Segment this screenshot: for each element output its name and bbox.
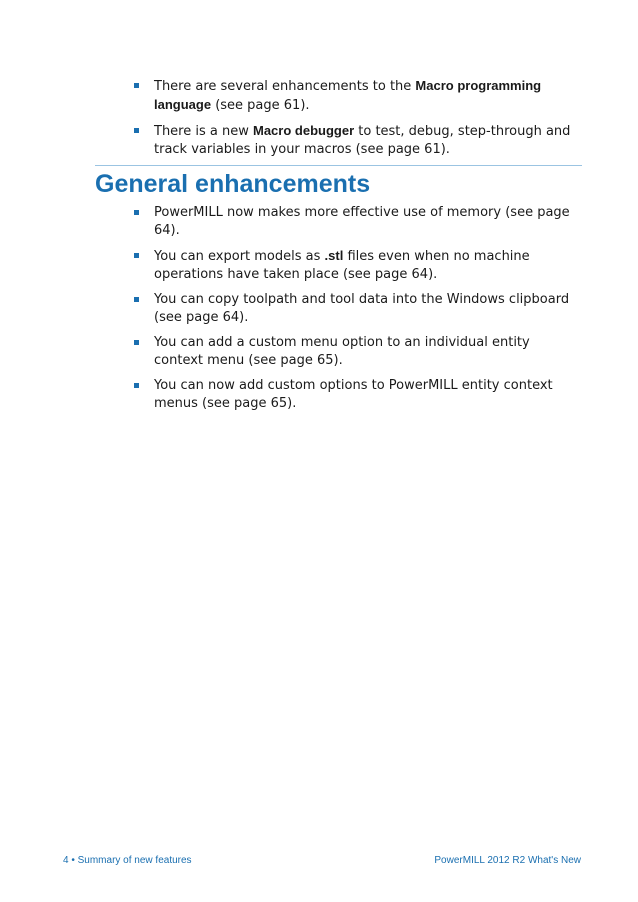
list-item [130, 122, 580, 159]
item-text: You can export models as [154, 249, 325, 264]
item-text-tail: to test, debug, step-through and track variables in your macros (see page 61). [154, 124, 571, 157]
item-text: There are several enhancements to the [154, 79, 416, 94]
footer-document-title: PowerMILL 2012 R2 What's New [434, 855, 581, 866]
item-text-tail: files even when no machine operations have taken place (see page 64). [154, 249, 530, 282]
list-item [130, 204, 580, 240]
square-bullet-icon [134, 128, 139, 133]
square-bullet-icon [134, 340, 139, 345]
item-text: You can copy toolpath and tool data into the Windows clipboard (see page 64). [154, 292, 570, 325]
square-bullet-icon [134, 83, 139, 88]
square-bullet-icon [134, 210, 139, 215]
item-text: You can now add custom options to PowerMILL entity context menus (see page 65). [154, 378, 553, 411]
square-bullet-icon [134, 253, 139, 258]
list-item [130, 334, 580, 370]
item-text-tail: (see page 61). [211, 98, 310, 113]
item-text: You can add a custom menu option to an individual entity context menu (see page 65). [154, 335, 530, 368]
square-bullet-icon [134, 383, 139, 388]
section-heading: General enhancements [95, 170, 371, 198]
item-text: PowerMILL now makes more effective use of memory (see page 64). [154, 205, 570, 238]
top-bullet-list [130, 77, 580, 166]
footer-section-title: 4 • Summary of new features [63, 855, 192, 866]
list-item [130, 247, 580, 284]
item-text: There is a new [154, 124, 253, 139]
item-emphasis: Macro debugger [253, 123, 355, 138]
list-item [130, 77, 580, 115]
section-bullet-list [130, 204, 580, 420]
list-item [130, 377, 580, 413]
list-item [130, 291, 580, 327]
item-emphasis: Macro programming language [154, 78, 542, 112]
item-emphasis: .stl [324, 248, 344, 263]
square-bullet-icon [134, 297, 139, 302]
